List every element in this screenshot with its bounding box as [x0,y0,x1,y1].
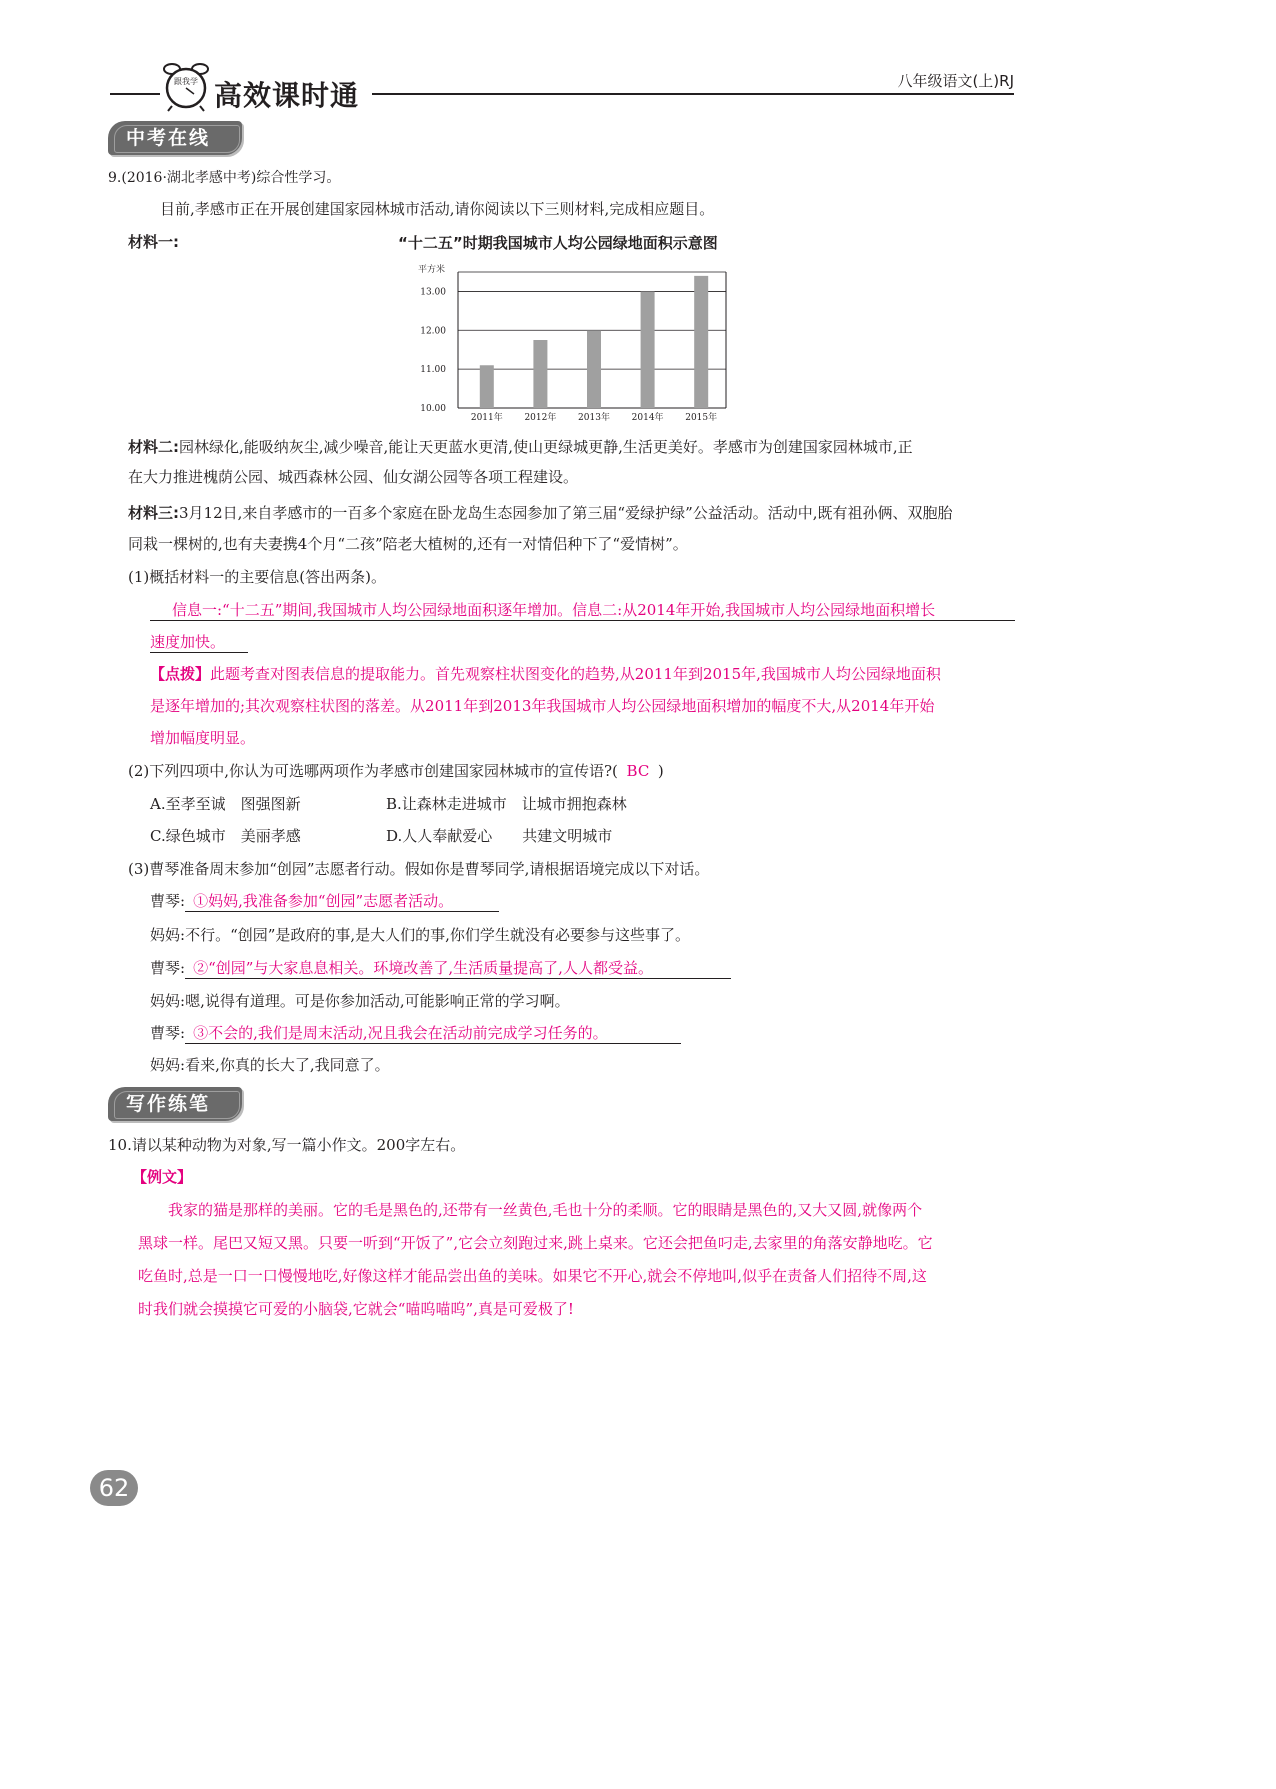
section-banner-writing [108,1087,242,1121]
sub2-question: (2)下列四项中,你认为可选哪两项作为孝感市创建国家园林城市的宣传语?( [128,762,618,780]
caoqin-label: 曹琴: [150,892,186,910]
material2-text1: 园林绿化,能吸纳灰尘,减少噪音,能让天更蓝水更清,使山更绿城更静,生活更美好。孝感市为创建国家园林城市,正 [179,438,913,456]
dialog-answer-2: ②“创园”与大家息息相关。环境改善了,生活质量提高了,人人都受益。 [185,958,731,979]
example-line1: 我家的猫是那样的美丽。它的毛是黑色的,还带有一丝黄色,毛也十分的柔顺。它的眼睛是黑色的,又大又圆,就像两个 [168,1201,923,1219]
page-number: 62 [90,1470,138,1506]
hint-tag: 【点拨】 [150,665,211,683]
dialog-caoqin-1 [150,891,499,912]
sub2-answer: BC [626,762,650,780]
example-line2: 黑球一样。尾巴又短又黑。只要一听到“开饭了”,它会立刻跑过来,跳上桌来。它还会把鱼叼走,去家里的角落安静地吃。它 [138,1234,933,1252]
dialog-mom-1 [150,925,690,945]
alarm-clock-icon [158,60,214,112]
option-b: B.让森林走进城市 让城市拥抱森林 [386,795,627,813]
sub3-question: (3)曹琴准备周末参加“创园”志愿者行动。假如你是曹琴同学,请根据语境完成以下对话。 [128,860,710,878]
material3-text1: 3月12日,来自孝感市的一百多个家庭在卧龙岛生态园参加了第三届“爱绿护绿”公益活动。活动中,既有祖孙俩、双胞胎 [179,504,953,522]
mom-text-1: 不行。“创园”是政府的事,是大人们的事,你们学生就没有必要参与这些事了。 [185,926,690,944]
x-tick-label: 2011年 [470,413,503,423]
material1-label: 材料一: [128,233,179,251]
mom-label: 妈妈: [150,926,186,944]
y-tick-label: 13.00 [420,287,446,298]
q10-prompt: 10.请以某种动物为对象,写一篇小作文。200字左右。 [108,1136,466,1154]
grade-label: 八年级语文(上)RJ [897,72,1014,90]
dialog-mom-2 [150,991,570,1011]
x-tick-label: 2013年 [578,413,610,423]
material3-line2: 同栽一棵树的,也有夫妻携4个月“二孩”陪老大植树的,还有一对情侣种下了“爱情树”。 [128,535,688,553]
example-line4: 时我们就会摸摸它可爱的小脑袋,它就会“喵呜喵呜”,真是可爱极了! [138,1300,574,1318]
x-tick-label: 2012年 [524,413,557,423]
y-tick-label: 12.00 [420,326,446,337]
y-tick-label: 11.00 [420,365,446,376]
x-tick-label: 2015年 [685,413,718,423]
dialog-caoqin-2 [150,958,731,979]
material2-line1 [128,437,913,457]
option-a: A.至孝至诚 图强图新 [150,795,301,813]
section-title: 中考在线 [126,127,211,149]
q9-intro: 9.(2016·湖北孝感中考)综合性学习。 [108,170,341,186]
hint-line2: 是逐年增加的;其次观察柱状图的落差。从2011年到2013年我国城市人均公园绿地面积增加的幅度不大,从2014年开始 [150,697,935,715]
q9-lead: 目前,孝感市正在开展创建国家园林城市活动,请你阅读以下三则材料,完成相应题目。 [160,200,715,218]
sub2-close-paren: ) [657,762,664,780]
sub2-question-line [128,761,664,781]
caoqin-label: 曹琴: [150,959,186,977]
material3-label: 材料三: [128,504,179,522]
brand-title: 高效课时通 [214,79,360,112]
sub1-answer-line1: 信息一:“十二五”期间,我国城市人均公园绿地面积逐年增加。信息二:从2014年开始,我国城市人均公园绿地面积增长 [150,600,1015,621]
option-c: C.绿色城市 美丽孝感 [150,827,301,845]
bar [480,365,494,408]
bar [533,340,547,408]
dialog-caoqin-3 [150,1023,681,1044]
bar [587,330,601,408]
bar-chart [400,258,740,426]
sub1-answer-line2: 速度加快。 [150,632,248,653]
hint-line1 [150,664,941,684]
hint-line3: 增加幅度明显。 [150,729,256,747]
dialog-mom-3 [150,1055,390,1075]
mom-label: 妈妈: [150,992,186,1010]
bar [641,291,655,408]
material2-line2: 在大力推进槐荫公园、城西森林公园、仙女湖公园等各项工程建设。 [128,468,579,486]
hint-text1: 此题考查对图表信息的提取能力。首先观察柱状图变化的趋势,从2011年到2015年,我国城市人均公园绿地面积 [210,665,941,683]
clock-text: 跟我学 [174,77,198,86]
example-line3: 吃鱼时,总是一口一口慢慢地吃,好像这样才能品尝出鱼的美味。如果它不开心,就会不停地叫,似乎在责备人们招待不周,这 [138,1267,927,1285]
material2-label: 材料二: [128,438,179,456]
example-tag: 【例文】 [132,1168,193,1186]
x-tick-label: 2014年 [631,413,664,423]
caoqin-label: 曹琴: [150,1024,186,1042]
section-title: 写作练笔 [126,1093,211,1115]
mom-label: 妈妈: [150,1056,186,1074]
dialog-answer-1: ①妈妈,我准备参加“创园”志愿者活动。 [185,891,499,912]
section-banner-zhongkao [108,121,242,155]
header-rule-right [372,93,1014,95]
mom-text-3: 看来,你真的长大了,我同意了。 [185,1056,390,1074]
option-d: D.人人奉献爱心 共建文明城市 [386,827,613,845]
material3-line1 [128,503,953,523]
dialog-answer-3: ③不会的,我们是周末活动,况且我会在活动前完成学习任务的。 [185,1023,681,1044]
mom-text-2: 嗯,说得有道理。可是你参加活动,可能影响正常的学习啊。 [185,992,570,1010]
chart-title: “十二五”时期我国城市人均公园绿地面积示意图 [398,234,718,252]
bar [694,276,708,408]
y-tick-label: 10.00 [420,404,446,414]
y-axis-label: 平方米 [418,265,446,275]
header-rule-left [110,93,160,95]
sub1-question: (1)概括材料一的主要信息(答出两条)。 [128,568,386,586]
